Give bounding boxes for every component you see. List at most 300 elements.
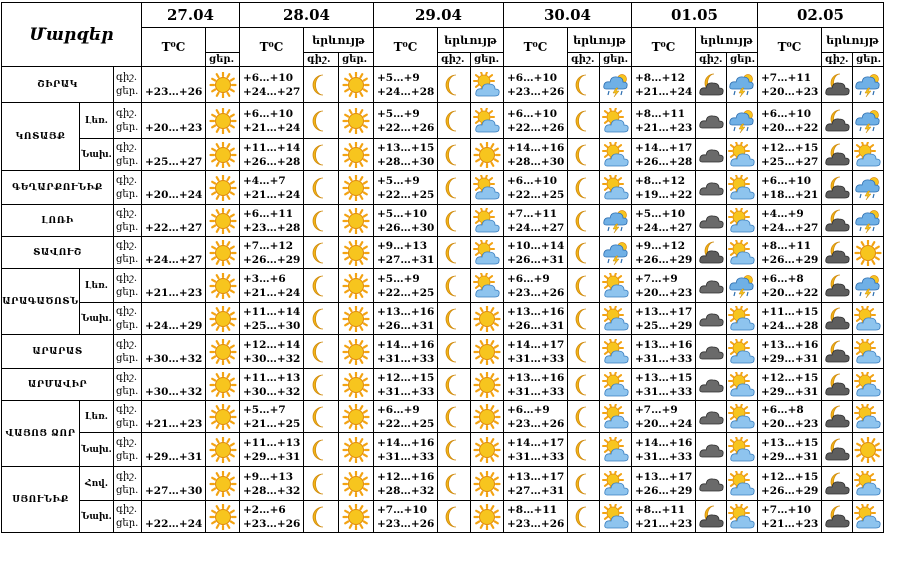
temp-header: T⁰C	[504, 28, 568, 67]
moon-cloud-icon	[822, 205, 853, 237]
temperature-range: +21…+23	[142, 269, 206, 303]
temperature-range: +12…+14 +30…+32	[240, 335, 304, 369]
day-night-label: գիշ. ցեր.	[114, 369, 142, 401]
temperature-range: +13…+17 +25…+29	[632, 303, 696, 335]
temperature-range: +30…+32	[142, 335, 206, 369]
moon-icon	[438, 269, 471, 303]
sun-cloud-icon	[471, 269, 504, 303]
sun-icon	[471, 335, 504, 369]
table-row	[2, 171, 884, 205]
temperature-range: +4…+7 +21…+24	[240, 171, 304, 205]
sun-icon	[471, 369, 504, 401]
temperature-range: +14…+16 +31…+33	[374, 335, 438, 369]
region-name: ՎԱՅՈՑ ՁՈՐ	[2, 401, 80, 467]
temperature-range: +8…+12 +21…+24	[632, 67, 696, 103]
phenomenon-header	[206, 28, 240, 53]
zone-label: Նախ.	[80, 433, 114, 467]
sun-cloud-icon	[471, 171, 504, 205]
moon-cloud-icon	[822, 67, 853, 103]
sun-icon	[339, 433, 374, 467]
moon-icon	[304, 103, 339, 139]
day-night-label: գիշ. ցեր.	[114, 433, 142, 467]
sun-icon	[339, 303, 374, 335]
temperature-range: +6…+10 +22…+26	[504, 103, 568, 139]
sun-cloud-icon	[727, 369, 758, 401]
sun-icon	[471, 501, 504, 533]
temperature-range: +6…+10 +24…+27	[240, 67, 304, 103]
sun-cloud-icon	[727, 501, 758, 533]
thunderstorm-icon	[853, 103, 884, 139]
thunderstorm-icon	[727, 269, 758, 303]
sun-icon	[339, 335, 374, 369]
temperature-range: +6…+8 +20…+22	[758, 269, 822, 303]
temperature-range: +25…+27	[142, 139, 206, 171]
sun-icon	[339, 103, 374, 139]
thunderstorm-icon	[600, 67, 632, 103]
phenomenon-header: երևույթ	[304, 28, 374, 53]
temperature-range: +27…+30	[142, 467, 206, 501]
day-night-label: գիշ. ցեր.	[114, 67, 142, 103]
day-night-label: գիշ. ցեր.	[114, 467, 142, 501]
moon-icon	[438, 103, 471, 139]
forecast-table	[1, 2, 884, 533]
moon-icon	[438, 401, 471, 433]
moon-icon	[304, 67, 339, 103]
night-subheader: գիշ.	[304, 53, 339, 67]
temperature-range: +13…+15 +31…+33	[632, 369, 696, 401]
temperature-range: +21…+23	[142, 401, 206, 433]
day-night-label: գիշ. ցեր.	[114, 103, 142, 139]
day-night-label: գիշ. ցեր.	[114, 269, 142, 303]
moon-icon	[304, 303, 339, 335]
temperature-range: +11…+13 +30…+32	[240, 369, 304, 401]
temperature-range: +5…+9 +22…+25	[374, 171, 438, 205]
temperature-range: +7…+11 +24…+27	[504, 205, 568, 237]
date-header: 02.05	[758, 3, 884, 28]
moon-icon	[304, 139, 339, 171]
sun-cloud-icon	[600, 433, 632, 467]
temperature-range: +6…+10 +20…+22	[758, 103, 822, 139]
temperature-range: +2…+6 +23…+26	[240, 501, 304, 533]
temperature-range: +11…+14 +26…+28	[240, 139, 304, 171]
sun-cloud-icon	[600, 401, 632, 433]
moon-icon	[438, 433, 471, 467]
sun-icon	[339, 139, 374, 171]
temperature-range: +7…+9 +20…+24	[632, 401, 696, 433]
sun-icon	[206, 303, 240, 335]
sun-icon	[339, 269, 374, 303]
sun-icon	[339, 237, 374, 269]
temperature-range: +12…+15 +29…+31	[758, 369, 822, 401]
temperature-range: +6…+9 +22…+25	[374, 401, 438, 433]
sun-cloud-icon	[471, 205, 504, 237]
sun-cloud-icon	[853, 501, 884, 533]
thunderstorm-icon	[727, 67, 758, 103]
moon-cloud-icon	[822, 269, 853, 303]
moon-cloud-icon	[822, 369, 853, 401]
temperature-range: +13…+17 +26…+29	[632, 467, 696, 501]
thunderstorm-icon	[853, 171, 884, 205]
sun-icon	[206, 433, 240, 467]
moon-icon	[568, 501, 600, 533]
day-night-label: գիշ. ցեր.	[114, 303, 142, 335]
temperature-range: +7…+10 +23…+26	[374, 501, 438, 533]
day-subheader: ցեր.	[853, 53, 884, 67]
moon-cloud-icon	[822, 335, 853, 369]
table-row	[2, 303, 884, 335]
day-subheader: ցեր.	[206, 53, 240, 67]
day-night-label: գիշ. ցեր.	[114, 335, 142, 369]
moon-icon	[438, 467, 471, 501]
sun-cloud-icon	[853, 139, 884, 171]
sun-icon	[206, 103, 240, 139]
date-header: 29.04	[374, 3, 504, 28]
temperature-range: +12…+15 +25…+27	[758, 139, 822, 171]
moon-cloud-icon	[822, 139, 853, 171]
moon-cloud-icon	[822, 467, 853, 501]
table-row	[2, 369, 884, 401]
night-subheader: գիշ.	[438, 53, 471, 67]
temperature-range: +5…+9 +22…+25	[374, 269, 438, 303]
sun-icon	[471, 433, 504, 467]
moon-icon	[438, 335, 471, 369]
sun-cloud-icon	[853, 369, 884, 401]
temperature-range: +6…+9 +23…+26	[504, 401, 568, 433]
moon-icon	[304, 269, 339, 303]
table-row	[2, 433, 884, 467]
sun-icon	[339, 501, 374, 533]
day-night-label: գիշ. ցեր.	[114, 401, 142, 433]
moon-cloud-icon	[822, 171, 853, 205]
day-subheader: ցեր.	[600, 53, 632, 67]
moon-icon	[568, 205, 600, 237]
moon-cloud-icon	[822, 303, 853, 335]
region-name: ՍՅՈՒՆԻՔ	[2, 467, 80, 533]
temperature-range: +14…+17 +31…+33	[504, 433, 568, 467]
moon-icon	[304, 433, 339, 467]
sun-cloud-icon	[853, 303, 884, 335]
temperature-range: +13…+16 +31…+33	[632, 335, 696, 369]
moon-cloud-icon	[822, 401, 853, 433]
cloud-icon	[696, 171, 727, 205]
cloud-icon	[696, 205, 727, 237]
sun-cloud-icon	[853, 335, 884, 369]
sun-cloud-icon	[727, 303, 758, 335]
region-name: ԿՈՏԱՅՔ	[2, 103, 80, 171]
temperature-range: +7…+11 +20…+23	[758, 67, 822, 103]
region-name: ՇԻՐԱԿ	[2, 67, 114, 103]
moon-icon	[438, 205, 471, 237]
moon-icon	[438, 369, 471, 401]
moon-icon	[304, 501, 339, 533]
region-name: ՏԱՎՈՒՇ	[2, 237, 114, 269]
table-row	[2, 335, 884, 369]
temperature-range: +24…+27	[142, 237, 206, 269]
temperature-range: +13…+15 +28…+30	[374, 139, 438, 171]
moon-cloud-icon	[696, 67, 727, 103]
moon-cloud-icon	[822, 103, 853, 139]
moon-icon	[438, 237, 471, 269]
cloud-icon	[696, 401, 727, 433]
cloud-icon	[696, 103, 727, 139]
phenomenon-header: երևույթ	[438, 28, 504, 53]
temperature-range: +9…+13 +28…+32	[240, 467, 304, 501]
thunderstorm-icon	[600, 205, 632, 237]
temperature-range: +11…+14 +25…+30	[240, 303, 304, 335]
moon-icon	[568, 171, 600, 205]
temperature-range: +24…+29	[142, 303, 206, 335]
temp-header: T⁰C	[632, 28, 696, 67]
temperature-range: +8…+11 +21…+23	[632, 103, 696, 139]
sun-cloud-icon	[727, 335, 758, 369]
temperature-range: +14…+16 +31…+33	[632, 433, 696, 467]
temperature-range: +5…+9 +24…+28	[374, 67, 438, 103]
zone-label: Լեռ.	[80, 269, 114, 303]
temperature-range: +6…+11 +23…+28	[240, 205, 304, 237]
sun-icon	[339, 369, 374, 401]
phenomenon-header: երևույթ	[568, 28, 632, 53]
temperature-range: +6…+8 +20…+23	[758, 401, 822, 433]
region-name: ԱՐԱՐԱՏ	[2, 335, 114, 369]
temperature-range: +12…+16 +28…+32	[374, 467, 438, 501]
temperature-range: +22…+24	[142, 501, 206, 533]
thunderstorm-icon	[853, 269, 884, 303]
zone-label: Լեռ.	[80, 103, 114, 139]
moon-icon	[568, 237, 600, 269]
thunderstorm-icon	[600, 237, 632, 269]
night-subheader: գիշ.	[822, 53, 853, 67]
temperature-range: +8…+11 +21…+23	[632, 501, 696, 533]
moon-icon	[438, 303, 471, 335]
temperature-range: +11…+13 +29…+31	[240, 433, 304, 467]
sun-cloud-icon	[600, 139, 632, 171]
phenomenon-header: երևույթ	[696, 28, 758, 53]
temperature-range: +7…+9 +20…+23	[632, 269, 696, 303]
regions-header: Մարզեր	[2, 3, 142, 67]
moon-icon	[304, 401, 339, 433]
sun-icon	[206, 501, 240, 533]
moon-icon	[304, 369, 339, 401]
table-row	[2, 501, 884, 533]
sun-icon	[206, 369, 240, 401]
temperature-range: +8…+11 +23…+26	[504, 501, 568, 533]
thunderstorm-icon	[853, 67, 884, 103]
table-row	[2, 237, 884, 269]
sun-icon	[339, 467, 374, 501]
temperature-range: +14…+16 +28…+30	[504, 139, 568, 171]
sun-icon	[206, 467, 240, 501]
temperature-range: +13…+15 +29…+31	[758, 433, 822, 467]
temperature-range: +10…+14 +26…+31	[504, 237, 568, 269]
temperature-range: +13…+16 +26…+31	[374, 303, 438, 335]
temperature-range: +14…+16 +31…+33	[374, 433, 438, 467]
night-subheader: գիշ.	[696, 53, 727, 67]
temperature-range: +29…+31	[142, 433, 206, 467]
moon-cloud-icon	[696, 501, 727, 533]
table-row	[2, 103, 884, 139]
temperature-range: +9…+13 +27…+31	[374, 237, 438, 269]
moon-icon	[438, 67, 471, 103]
sun-cloud-icon	[727, 237, 758, 269]
sun-cloud-icon	[471, 67, 504, 103]
sun-icon	[206, 205, 240, 237]
table-row	[2, 139, 884, 171]
date-header: 28.04	[240, 3, 374, 28]
table-row	[2, 205, 884, 237]
temperature-range: +6…+10 +23…+26	[504, 67, 568, 103]
cloud-icon	[696, 467, 727, 501]
moon-icon	[438, 501, 471, 533]
temperature-range: +14…+17 +26…+28	[632, 139, 696, 171]
day-night-label: գիշ. ցեր.	[114, 205, 142, 237]
cloud-icon	[696, 335, 727, 369]
sun-cloud-icon	[471, 237, 504, 269]
temperature-range: +22…+27	[142, 205, 206, 237]
sun-cloud-icon	[727, 401, 758, 433]
temperature-range: +3…+6 +21…+24	[240, 269, 304, 303]
zone-label: Նախ.	[80, 139, 114, 171]
day-subheader: ցեր.	[471, 53, 504, 67]
sun-icon	[206, 401, 240, 433]
thunderstorm-icon	[727, 103, 758, 139]
sun-cloud-icon	[853, 467, 884, 501]
cloud-icon	[696, 369, 727, 401]
temp-header: T⁰C	[240, 28, 304, 67]
moon-icon	[568, 103, 600, 139]
sun-icon	[206, 335, 240, 369]
sun-cloud-icon	[727, 171, 758, 205]
moon-icon	[438, 171, 471, 205]
sun-cloud-icon	[600, 303, 632, 335]
sun-icon	[206, 269, 240, 303]
sun-cloud-icon	[471, 103, 504, 139]
sun-cloud-icon	[600, 369, 632, 401]
sun-cloud-icon	[727, 467, 758, 501]
sun-cloud-icon	[853, 401, 884, 433]
moon-icon	[568, 467, 600, 501]
temperature-range: +12…+15 +26…+29	[758, 467, 822, 501]
temperature-range: +7…+10 +21…+23	[758, 501, 822, 533]
temperature-range: +6…+9 +23…+26	[504, 269, 568, 303]
sun-cloud-icon	[600, 467, 632, 501]
temperature-range: +6…+10 +22…+25	[504, 171, 568, 205]
temperature-range: +13…+17 +27…+31	[504, 467, 568, 501]
region-name: ԼՈՌԻ	[2, 205, 114, 237]
date-header: 30.04	[504, 3, 632, 28]
moon-icon	[304, 171, 339, 205]
sun-icon	[471, 401, 504, 433]
moon-icon	[568, 139, 600, 171]
moon-icon	[568, 269, 600, 303]
table-row	[2, 401, 884, 433]
moon-icon	[568, 369, 600, 401]
temperature-range: +13…+16 +31…+33	[504, 369, 568, 401]
temperature-range: +5…+9 +22…+26	[374, 103, 438, 139]
date-header: 27.04	[142, 3, 240, 28]
moon-icon	[568, 335, 600, 369]
temperature-range: +5…+10 +26…+30	[374, 205, 438, 237]
temperature-range: +14…+17 +31…+33	[504, 335, 568, 369]
moon-icon	[568, 67, 600, 103]
zone-label: Նախ.	[80, 501, 114, 533]
temperature-range: +9…+12 +26…+29	[632, 237, 696, 269]
temperature-range: +20…+24	[142, 171, 206, 205]
temperature-range: +6…+10 +18…+21	[758, 171, 822, 205]
zone-label: Նախ.	[80, 303, 114, 335]
sun-icon	[339, 401, 374, 433]
day-night-label: գիշ. ցեր.	[114, 237, 142, 269]
temp-header: T⁰C	[758, 28, 822, 67]
day-night-label: գիշ. ցեր.	[114, 501, 142, 533]
region-name: ԱՐԱԳԱԾՈՏՆ	[2, 269, 80, 335]
temperature-range: +5…+7 +21…+25	[240, 401, 304, 433]
temperature-range: +20…+23	[142, 103, 206, 139]
zone-label: Լեռ.	[80, 401, 114, 433]
sun-cloud-icon	[600, 501, 632, 533]
temperature-range: +11…+15 +24…+28	[758, 303, 822, 335]
thunderstorm-icon	[853, 205, 884, 237]
sun-icon	[471, 303, 504, 335]
table-row	[2, 467, 884, 501]
temperature-range: +13…+16 +29…+31	[758, 335, 822, 369]
table-row	[2, 67, 884, 103]
temperature-range: +30…+32	[142, 369, 206, 401]
zone-label: Հով.	[80, 467, 114, 501]
moon-icon	[304, 467, 339, 501]
moon-icon	[304, 205, 339, 237]
phenomenon-header: երևույթ	[822, 28, 884, 53]
sun-icon	[339, 205, 374, 237]
table-row	[2, 269, 884, 303]
temperature-range: +4…+9 +24…+27	[758, 205, 822, 237]
cloud-icon	[696, 269, 727, 303]
moon-icon	[438, 139, 471, 171]
day-subheader: ցեր.	[727, 53, 758, 67]
sun-cloud-icon	[727, 139, 758, 171]
region-name: ԱՐՄԱՎԻՐ	[2, 369, 114, 401]
sun-icon	[339, 171, 374, 205]
temperature-range: +5…+10 +24…+27	[632, 205, 696, 237]
sun-icon	[471, 139, 504, 171]
sun-cloud-icon	[727, 433, 758, 467]
sun-cloud-icon	[600, 335, 632, 369]
day-subheader: ցեր.	[339, 53, 374, 67]
moon-icon	[568, 303, 600, 335]
temperature-range: +7…+12 +26…+29	[240, 237, 304, 269]
sun-icon	[206, 67, 240, 103]
sun-cloud-icon	[600, 171, 632, 205]
day-night-label: գիշ. ցեր.	[114, 139, 142, 171]
day-night-label: գիշ. ցեր.	[114, 171, 142, 205]
region-name: ԳԵՂԱՐՔՈՒՆԻՔ	[2, 171, 114, 205]
sun-icon	[853, 237, 884, 269]
moon-cloud-icon	[822, 433, 853, 467]
moon-icon	[304, 335, 339, 369]
cloud-icon	[696, 303, 727, 335]
sun-cloud-icon	[600, 269, 632, 303]
sun-icon	[206, 237, 240, 269]
sun-cloud-icon	[600, 103, 632, 139]
temperature-range: +6…+10 +21…+24	[240, 103, 304, 139]
temperature-range: +8…+12 +19…+22	[632, 171, 696, 205]
temperature-range: +13…+16 +26…+31	[504, 303, 568, 335]
moon-icon	[568, 433, 600, 467]
sun-cloud-icon	[727, 205, 758, 237]
sun-icon	[471, 467, 504, 501]
moon-cloud-icon	[696, 237, 727, 269]
temp-header: T⁰C	[374, 28, 438, 67]
moon-cloud-icon	[822, 501, 853, 533]
